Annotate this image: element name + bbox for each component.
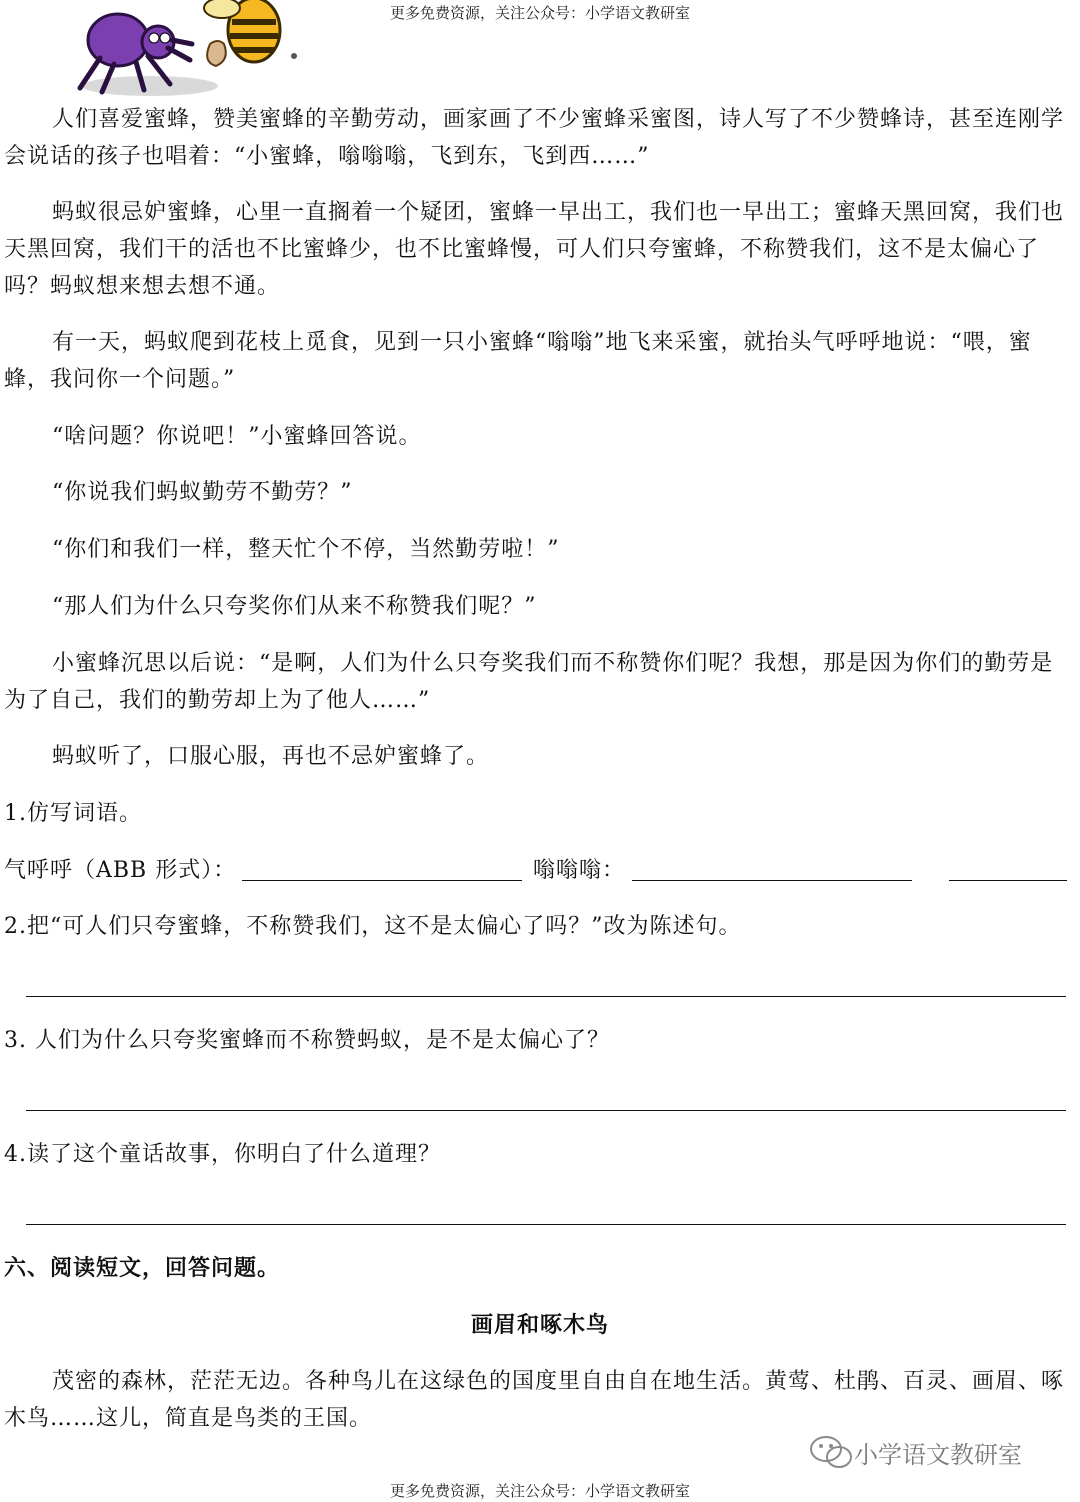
- answer-line-aaa[interactable]: [632, 880, 912, 881]
- story-paragraph-6: [4, 531, 1066, 568]
- spider-bee-illustration: [40, 0, 300, 100]
- question-2: 2.把“可人们只夸蜜蜂，不称赞我们，这不是太偏心了吗？”改为陈述句。: [4, 914, 742, 939]
- question-1-abb-label: 气呼呼（ABB 形式）：: [4, 858, 237, 883]
- story-paragraph-1: [4, 101, 1066, 175]
- story-paragraph-4: [4, 418, 1066, 455]
- watermark-text: 小学语文教研室: [854, 1440, 1022, 1469]
- story-text-2: 蚂蚁很忌妒蜜蜂，心里一直搁着一个疑团，蜜蜂一早出工，我们也一早出工；蜜蜂天黑回窝，我们也天黑回窝，我们干的活也不比蜜蜂少，也不比蜜蜂慢，可人们只夸蜜蜂，不称赞我们，这不是太偏心了吗？蚂蚁想来想去想不通。: [4, 200, 1065, 299]
- story-paragraph-7: [4, 588, 1066, 625]
- section-6-title: 画眉和啄木鸟: [470, 1312, 609, 1338]
- story-text-7: “那人们为什么只夸奖你们从来不称赞我们呢？”: [52, 594, 537, 619]
- story-text-8: 小蜜蜂沉思以后说：“是啊，人们为什么只夸奖我们而不称赞你们呢？我想，那是因为你们的勤劳是为了自己，我们的勤劳却上为了他人……”: [4, 651, 1054, 713]
- story-paragraph-9: [4, 738, 1066, 775]
- story-text-9: 蚂蚁听了，口服心服，再也不忌妒蜜蜂了。: [52, 744, 490, 769]
- story-text-3: 有一天，蚂蚁爬到花枝上觅食，见到一只小蜜蜂“嗡嗡”地飞来采蜜，就抬头气呼呼地说：“喂，蜜蜂，我问你一个问题。”: [4, 330, 1032, 392]
- story-text-4: “啥问题？你说吧！”小蜜蜂回答说。: [52, 424, 422, 449]
- answer-line-q2[interactable]: [26, 996, 1066, 997]
- answer-line-q3[interactable]: [26, 1110, 1066, 1111]
- section-6-text: 茂密的森林，茫茫无边。各种鸟儿在这绿色的国度里自由自在地生活。黄莺、杜鹃、百灵、画眉、啄木鸟……这儿，简直是鸟类的王国。: [4, 1369, 1065, 1431]
- footer-note: 更多免费资源，关注公众号：小学语文教研室: [389, 1482, 690, 1500]
- story-text-6: “你们和我们一样，整天忙个不停，当然勤劳啦！”: [52, 537, 560, 562]
- answer-line-extra[interactable]: [949, 880, 1067, 881]
- answer-line-abb[interactable]: [242, 880, 522, 881]
- story-paragraph-8: [4, 645, 1066, 719]
- watermark: [808, 1434, 1022, 1470]
- wechat-icon: [808, 1434, 854, 1470]
- section-6-paragraph: [4, 1363, 1066, 1437]
- story-text-1: 人们喜爱蜜蜂，赞美蜜蜂的辛勤劳动，画家画了不少蜜蜂采蜜图，诗人写了不少赞蜂诗，甚至连刚学会说话的孩子也唱着：“小蜜蜂，嗡嗡嗡，飞到东，飞到西……”: [4, 107, 1065, 169]
- question-1-aaa-label: 嗡嗡嗡：: [533, 858, 626, 883]
- story-paragraph-3: [4, 324, 1066, 398]
- story-paragraph-2: [4, 194, 1066, 305]
- story-text-5: “你说我们蚂蚁勤劳不勤劳？”: [52, 480, 353, 505]
- section-6-heading: 六、阅读短文，回答问题。: [4, 1255, 281, 1281]
- answer-line-q4[interactable]: [26, 1224, 1066, 1225]
- question-3: 3. 人们为什么只夸奖蜜蜂而不称赞蚂蚁，是不是太偏心了？: [4, 1028, 610, 1053]
- question-1: 1.仿写词语。: [4, 801, 142, 826]
- story-paragraph-5: [4, 474, 1066, 511]
- bee-icon: [204, 0, 297, 66]
- header-note: 更多免费资源，关注公众号：小学语文教研室: [389, 4, 690, 22]
- question-4: 4.读了这个童话故事，你明白了什么道理？: [4, 1142, 441, 1167]
